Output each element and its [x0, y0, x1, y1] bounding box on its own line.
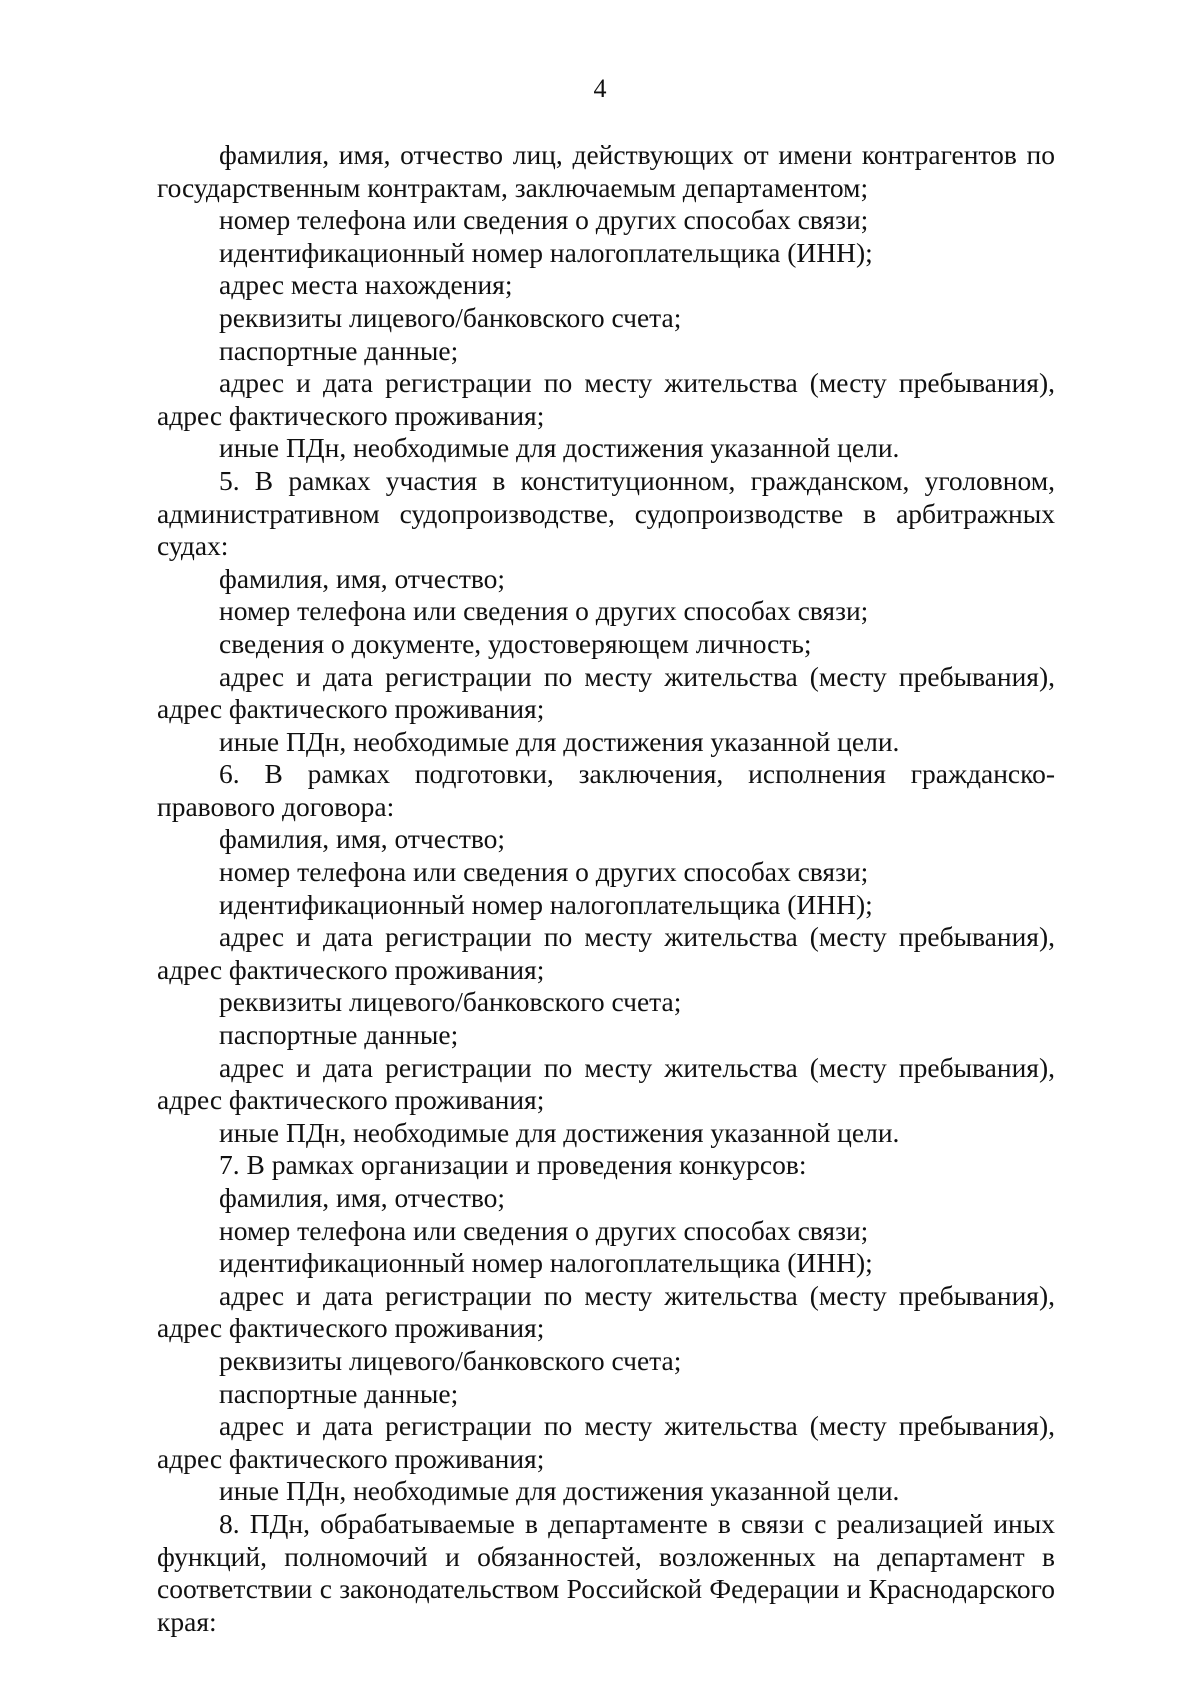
section-5-heading: 5. В рамках участия в конституционном, гражданском, уголовном, административном судопроизводстве, судопроизводстве в арбитражных судах: — [157, 464, 1055, 562]
list-item-passport: паспортные данные; — [219, 1019, 459, 1051]
list-item-inn: идентификационный номер налогоплательщика (ИНН); — [219, 1247, 873, 1279]
list-item-inn: идентификационный номер налогоплательщика (ИНН); — [219, 888, 873, 920]
section-6-heading: 6. В рамках подготовки, заключения, исполнения гражданско-правового договора: — [157, 758, 1055, 822]
section-7-heading: 7. В рамках организации и проведения конкурсов: — [219, 1149, 807, 1181]
section-8-heading: 8. ПДн, обрабатываемые в департаменте в связи с реализацией иных функций, полномочий и обязанностей, возложенных на департамент в соответствии с законодательством Российской Федерации и Краснодарского края: — [157, 1507, 1055, 1637]
list-item-registration-address: адрес и дата регистрации по месту жительства (месту пребывания), адрес фактического проживания; — [157, 367, 1055, 431]
list-item-registration-address: адрес и дата регистрации по месту жительства (месту пребывания), адрес фактического проживания; — [157, 660, 1055, 725]
list-item-phone: номер телефона или сведения о других способах связи; — [219, 856, 869, 888]
list-item-bank-account: реквизиты лицевого/банковского счета; — [219, 301, 682, 333]
list-item-full-name: фамилия, имя, отчество; — [219, 1182, 506, 1213]
list-item-location-address: адрес места нахождения; — [219, 269, 513, 301]
list-item-full-name: фамилия, имя, отчество; — [219, 562, 506, 594]
list-item-registration-address: адрес и дата регистрации по месту жительства (месту пребывания), адрес фактического проживания; — [157, 1051, 1055, 1116]
list-item-passport: паспортные данные; — [219, 1377, 459, 1409]
list-item-registration-address: адрес и дата регистрации по месту жительства (месту пребывания), адрес фактического проживания; — [157, 1279, 1055, 1344]
list-item-bank-account: реквизиты лицевого/банковского счета; — [219, 1344, 682, 1376]
list-item-registration-address: адрес и дата регистрации по месту жительства (месту пребывания), адрес фактического проживания; — [157, 1410, 1055, 1474]
list-item-other-pd: иные ПДн, необходимые для достижения указанной цели. — [219, 432, 900, 464]
list-item-inn: идентификационный номер налогоплательщика (ИНН); — [219, 236, 873, 268]
document-body — [157, 139, 1055, 1638]
list-item-passport: паспортные данные; — [219, 334, 459, 366]
list-item-phone: номер телефона или сведения о других способах связи; — [219, 204, 869, 236]
list-item-other-pd: иные ПДн, необходимые для достижения указанной цели. — [219, 1116, 900, 1148]
list-item-identity-document: сведения о документе, удостоверяющем личность; — [219, 627, 812, 659]
list-item-contractor-names: фамилия, имя, отчество лиц, действующих от имени контрагентов по государственным контрактам, заключаемым департаментом; — [157, 139, 1055, 203]
page-number: 4 — [593, 74, 607, 103]
list-item-registration-address: адрес и дата регистрации по месту жительства (месту пребывания), адрес фактического проживания; — [157, 921, 1055, 985]
list-item-bank-account: реквизиты лицевого/банковского счета; — [219, 986, 682, 1018]
list-item-other-pd: иные ПДн, необходимые для достижения указанной цели. — [219, 1475, 900, 1507]
list-item-full-name: фамилия, имя, отчество; — [219, 823, 506, 855]
list-item-other-pd: иные ПДн, необходимые для достижения указанной цели. — [219, 725, 900, 757]
list-item-phone: номер телефона или сведения о других способах связи; — [219, 595, 869, 627]
list-item-phone: номер телефона или сведения о других способах связи; — [219, 1214, 869, 1246]
